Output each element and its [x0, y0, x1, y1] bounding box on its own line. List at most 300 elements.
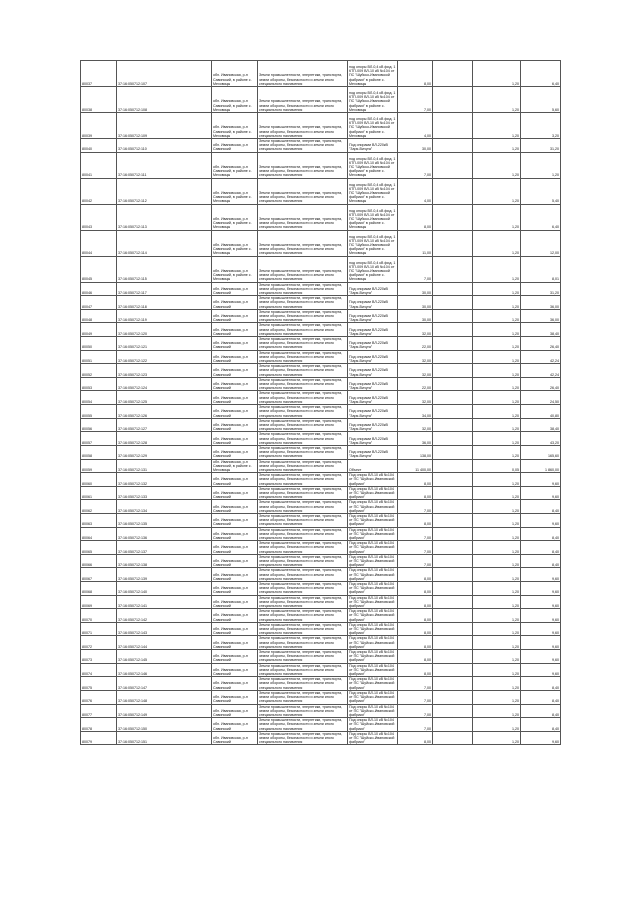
- cell-rate: 1,20: [473, 731, 521, 745]
- cell-address: обл. Ивановская, р-н Савинский: [212, 323, 258, 337]
- cell-total: 26,40: [521, 337, 561, 351]
- cell-row-id: 80067: [81, 568, 117, 582]
- cell-purpose: Под опорами ВЛ-220кВ "Заря-Вичуга": [348, 350, 398, 364]
- cell-area: 7,00: [398, 256, 433, 282]
- cell-spacer: [433, 445, 473, 459]
- cell-address: обл. Ивановская, р-н Савинский: [212, 513, 258, 527]
- cell-purpose: Под опоры ВЛ-10 кВ №104 от ПС "Шуйско-Ивановской фабрики": [348, 473, 398, 487]
- cell-address: обл. Ивановская, р-н Савинский, в районе с. Меховицы: [212, 113, 258, 139]
- cell-total: 8,40: [521, 704, 561, 718]
- cell-cadastral-number: 37:16:050712:145: [117, 650, 212, 664]
- cell-cadastral-number: 37:16:050712:132: [117, 473, 212, 487]
- cell-rate: 1,20: [473, 690, 521, 704]
- cell-cadastral-number: 37:16:050712:142: [117, 609, 212, 623]
- cell-total: 36,00: [521, 296, 561, 310]
- cell-total: 9,60: [521, 650, 561, 664]
- cell-purpose: Под опорами ВЛ-220кВ "Заря-Вичуга": [348, 364, 398, 378]
- table-row: [81, 690, 561, 704]
- cell-row-id: 80054: [81, 391, 117, 405]
- table-row: [81, 113, 561, 139]
- cell-total: 36,00: [521, 309, 561, 323]
- cell-cadastral-number: 37:16:050712:111: [117, 152, 212, 178]
- cell-spacer: [433, 323, 473, 337]
- cell-land-use: Земли промышленности, энергетики, транспорта, земли обороны, безопасности и земли иного специального назначения: [258, 486, 348, 500]
- cell-spacer: [433, 61, 473, 87]
- table-row: [81, 731, 561, 745]
- cell-address: обл. Ивановская, р-н Савинский: [212, 418, 258, 432]
- cell-land-use: Земли промышленности, энергетики, транспорта, земли обороны, безопасности и земли иного специального назначения: [258, 677, 348, 691]
- cell-purpose: под опоры ВЛ-0,4 кВ фид. 1 КТП-009 ВЛ-10 кВ №104 от ПС "Шуйско-Ивановской фабрики" в районе с. Меховицы: [348, 87, 398, 113]
- cell-total: 5,60: [521, 87, 561, 113]
- cell-rate: 1,20: [473, 486, 521, 500]
- cell-purpose: Под опорами ВЛ-220кВ "Заря-Вичуга": [348, 418, 398, 432]
- cell-purpose: Под опоры ВЛ-10 кВ №104 от ПС "Шуйско-Ивановской фабрики": [348, 541, 398, 555]
- cell-row-id: 80050: [81, 337, 117, 351]
- cell-cadastral-number: 37:16:050712:118: [117, 296, 212, 310]
- cell-rate: 1,20: [473, 139, 521, 153]
- cell-total: 9,60: [521, 609, 561, 623]
- cell-area: 7,00: [398, 718, 433, 732]
- cell-cadastral-number: 37:16:050712:138: [117, 554, 212, 568]
- cell-total: 24,50: [521, 391, 561, 405]
- cell-cadastral-number: 37:16:050712:134: [117, 500, 212, 514]
- cell-purpose: Объект: [348, 459, 398, 473]
- cell-rate: 1,20: [473, 113, 521, 139]
- table-row: [81, 636, 561, 650]
- cell-land-use: Земли промышленности, энергетики, транспорта, земли обороны, безопасности и земли иного специального назначения: [258, 690, 348, 704]
- cell-land-use: Земли промышленности, энергетики, транспорта, земли обороны, безопасности и земли иного специального назначения: [258, 256, 348, 282]
- cell-row-id: 80045: [81, 256, 117, 282]
- table-row: [81, 282, 561, 296]
- cell-purpose: Под опорами ВЛ-220кВ "Заря-Вичуга": [348, 282, 398, 296]
- cell-purpose: Под опорами ВЛ-220кВ "Заря-Вичуга": [348, 309, 398, 323]
- table-row: [81, 350, 561, 364]
- cell-total: 9,60: [521, 513, 561, 527]
- cell-purpose: Под опоры ВЛ-10 кВ №104 от ПС "Шуйско-Ивановской фабрики": [348, 622, 398, 636]
- cell-cadastral-number: 37:16:050712:115: [117, 256, 212, 282]
- cell-area: 22,00: [398, 377, 433, 391]
- cell-rate: 1,20: [473, 296, 521, 310]
- cell-address: обл. Ивановская, р-н Савинский: [212, 636, 258, 650]
- cell-row-id: 80076: [81, 690, 117, 704]
- cell-land-use: Земли промышленности, энергетики, транспорта, земли обороны, безопасности и земли иного специального назначения: [258, 377, 348, 391]
- cell-total: 9,60: [521, 663, 561, 677]
- cell-cadastral-number: 37:16:050712:141: [117, 595, 212, 609]
- cell-cadastral-number: 37:16:050712:144: [117, 636, 212, 650]
- cell-address: обл. Ивановская, р-н Савинский: [212, 541, 258, 555]
- cell-land-use: Земли промышленности, энергетики, транспорта, земли обороны, безопасности и земли иного специального назначения: [258, 87, 348, 113]
- cell-rate: 1,20: [473, 323, 521, 337]
- cell-rate: 1,20: [473, 636, 521, 650]
- cell-spacer: [433, 636, 473, 650]
- cell-total: 26,40: [521, 377, 561, 391]
- cell-row-id: 80061: [81, 486, 117, 500]
- cell-row-id: 80055: [81, 405, 117, 419]
- cell-cadastral-number: 37:16:050712:110: [117, 139, 212, 153]
- cell-row-id: 80048: [81, 309, 117, 323]
- table-row: [81, 650, 561, 664]
- cell-area: 11 400,00: [398, 459, 433, 473]
- cell-address: обл. Ивановская, р-н Савинский: [212, 527, 258, 541]
- cell-spacer: [433, 432, 473, 446]
- cell-area: 7,00: [398, 690, 433, 704]
- table-row: [81, 61, 561, 87]
- cell-purpose: Под опорами ВЛ-220кВ "Заря-Вичуга": [348, 296, 398, 310]
- cell-address: обл. Ивановская, р-н Савинский: [212, 622, 258, 636]
- cell-total: 9,60: [521, 731, 561, 745]
- cell-cadastral-number: 37:16:050712:113: [117, 204, 212, 230]
- cell-address: обл. Ивановская, р-н Савинский: [212, 377, 258, 391]
- cell-total: 3,20: [521, 113, 561, 139]
- cell-rate: 1,20: [473, 204, 521, 230]
- cell-area: 8,00: [398, 513, 433, 527]
- cell-total: 31,20: [521, 139, 561, 153]
- cell-cadastral-number: 37:16:050712:131: [117, 459, 212, 473]
- cell-land-use: Земли промышленности, энергетики, транспорта, земли обороны, безопасности и земли иного специального назначения: [258, 527, 348, 541]
- cell-address: обл. Ивановская, р-н Савинский: [212, 473, 258, 487]
- cell-spacer: [433, 690, 473, 704]
- cell-total: 8,40: [521, 718, 561, 732]
- cell-address: обл. Ивановская, р-н Савинский, в районе с. Меховицы: [212, 152, 258, 178]
- cell-purpose: Под опорами ВЛ-220кВ "Заря-Вичуга": [348, 139, 398, 153]
- cell-cadastral-number: 37:16:050712:150: [117, 718, 212, 732]
- cell-land-use: Земли промышленности, энергетики, транспорта, земли обороны, безопасности и земли иного специального назначения: [258, 178, 348, 204]
- cell-area: 8,00: [398, 486, 433, 500]
- cell-address: обл. Ивановская, р-н Савинский, в районе с. Меховицы: [212, 204, 258, 230]
- cell-spacer: [433, 178, 473, 204]
- table-row: [81, 582, 561, 596]
- cell-area: 32,00: [398, 323, 433, 337]
- cell-row-id: 80060: [81, 473, 117, 487]
- cell-purpose: под опоры ВЛ-0,4 кВ фид. 1 КТП-009 ВЛ-10 кВ №104 от ПС "Шуйско-Ивановской фабрики" в районе с. Меховицы: [348, 256, 398, 282]
- table-row: [81, 256, 561, 282]
- cell-land-use: Земли промышленности, энергетики, транспорта, земли обороны, безопасности и земли иного специального назначения: [258, 459, 348, 473]
- table-row: [81, 405, 561, 419]
- cell-land-use: Земли промышленности, энергетики, транспорта, земли обороны, безопасности и земли иного специального назначения: [258, 139, 348, 153]
- cell-total: 38,40: [521, 418, 561, 432]
- cell-total: 8,40: [521, 527, 561, 541]
- cell-address: обл. Ивановская, р-н Савинский: [212, 282, 258, 296]
- cell-area: 138,00: [398, 445, 433, 459]
- cell-address: обл. Ивановская, р-н Савинский: [212, 337, 258, 351]
- table-row: [81, 204, 561, 230]
- cell-purpose: Под опоры ВЛ-10 кВ №104 от ПС "Шуйско-Ивановской фабрики": [348, 636, 398, 650]
- cell-spacer: [433, 113, 473, 139]
- cell-land-use: Земли промышленности, энергетики, транспорта, земли обороны, безопасности и земли иного специального назначения: [258, 113, 348, 139]
- cell-total: 9,60: [521, 595, 561, 609]
- cell-spacer: [433, 256, 473, 282]
- cell-land-use: Земли промышленности, энергетики, транспорта, земли обороны, безопасности и земли иного специального назначения: [258, 663, 348, 677]
- cell-purpose: под опоры ВЛ-0,4 кВ фид. 1 КТП-009 ВЛ-10 кВ №104 от ПС "Шуйско-Ивановской фабрики" в районе с. Меховицы: [348, 152, 398, 178]
- cell-address: обл. Ивановская, р-н Савинский: [212, 582, 258, 596]
- cell-row-id: 80066: [81, 554, 117, 568]
- cell-spacer: [433, 139, 473, 153]
- cell-area: 4,00: [398, 113, 433, 139]
- cell-land-use: Земли промышленности, энергетики, транспорта, земли обороны, безопасности и земли иного специального назначения: [258, 704, 348, 718]
- cell-purpose: Под опорами ВЛ-220кВ "Заря-Вичуга": [348, 391, 398, 405]
- cell-row-id: 80046: [81, 282, 117, 296]
- cell-address: обл. Ивановская, р-н Савинский: [212, 731, 258, 745]
- cell-cadastral-number: 37:16:050712:128: [117, 432, 212, 446]
- cell-area: 7,00: [398, 87, 433, 113]
- cell-rate: 1,20: [473, 152, 521, 178]
- cell-area: 8,00: [398, 61, 433, 87]
- cadastral-table-page: [80, 60, 560, 846]
- cell-area: 30,00: [398, 139, 433, 153]
- cell-total: 31,20: [521, 282, 561, 296]
- cell-area: 7,00: [398, 704, 433, 718]
- cell-cadastral-number: 37:16:050712:148: [117, 690, 212, 704]
- cell-spacer: [433, 595, 473, 609]
- cell-land-use: Земли промышленности, энергетики, транспорта, земли обороны, безопасности и земли иного специального назначения: [258, 636, 348, 650]
- cell-address: обл. Ивановская, р-н Савинский, в районе с. Меховицы: [212, 178, 258, 204]
- cell-cadastral-number: 37:16:050712:108: [117, 87, 212, 113]
- cell-address: обл. Ивановская, р-н Савинский: [212, 139, 258, 153]
- cell-total: 38,40: [521, 323, 561, 337]
- table-row: [81, 663, 561, 677]
- cell-rate: 1,20: [473, 568, 521, 582]
- cell-spacer: [433, 391, 473, 405]
- cell-total: 6,40: [521, 61, 561, 87]
- cell-land-use: Земли промышленности, энергетики, транспорта, земли обороны, безопасности и земли иного специального назначения: [258, 445, 348, 459]
- cell-area: 34,00: [398, 405, 433, 419]
- cell-address: обл. Ивановская, р-н Савинский: [212, 391, 258, 405]
- cell-purpose: Под опоры ВЛ-10 кВ №104 от ПС "Шуйско-Ивановской фабрики": [348, 690, 398, 704]
- cell-address: обл. Ивановская, р-н Савинский: [212, 609, 258, 623]
- cell-purpose: под опоры ВЛ-0,4 кВ фид. 1 КТП-009 ВЛ-10 кВ №104 от ПС "Шуйско-Ивановской фабрики" в районе с. Меховицы: [348, 61, 398, 87]
- cell-row-id: 80068: [81, 582, 117, 596]
- cell-total: 1,20: [521, 152, 561, 178]
- cell-area: 7,00: [398, 554, 433, 568]
- cell-cadastral-number: 37:16:050712:120: [117, 323, 212, 337]
- cell-spacer: [433, 418, 473, 432]
- cell-area: 8,00: [398, 663, 433, 677]
- cell-rate: 1,20: [473, 87, 521, 113]
- cell-rate: 1,20: [473, 256, 521, 282]
- cell-spacer: [433, 500, 473, 514]
- cell-cadastral-number: 37:16:050712:127: [117, 418, 212, 432]
- cell-address: обл. Ивановская, р-н Савинский: [212, 500, 258, 514]
- cell-total: 12,00: [521, 230, 561, 256]
- cell-row-id: 80073: [81, 650, 117, 664]
- cell-spacer: [433, 405, 473, 419]
- cell-purpose: под опоры ВЛ-0,4 кВ фид. 1 КТП-009 ВЛ-10 кВ №104 от ПС "Шуйско-Ивановской фабрики" в районе с. Меховицы: [348, 113, 398, 139]
- cell-spacer: [433, 622, 473, 636]
- cell-rate: 1,20: [473, 663, 521, 677]
- cell-row-id: 80070: [81, 609, 117, 623]
- cell-rate: 1,20: [473, 718, 521, 732]
- cell-purpose: Под опорами ВЛ-220кВ "Заря-Вичуга": [348, 405, 398, 419]
- cell-cadastral-number: 37:16:050712:122: [117, 350, 212, 364]
- cell-rate: 1,20: [473, 432, 521, 446]
- cell-area: 7,00: [398, 527, 433, 541]
- cell-area: 32,00: [398, 418, 433, 432]
- cell-cadastral-number: 37:16:050712:114: [117, 230, 212, 256]
- cell-purpose: под опоры ВЛ-0,4 кВ фид. 1 КТП-009 ВЛ-10 кВ №104 от ПС "Шуйско-Ивановской фабрики" в районе с. Меховицы: [348, 204, 398, 230]
- cell-land-use: Земли промышленности, энергетики, транспорта, земли обороны, безопасности и земли иного специального назначения: [258, 731, 348, 745]
- cell-land-use: Земли промышленности, энергетики, транспорта, земли обороны, безопасности и земли иного специального назначения: [258, 582, 348, 596]
- cell-address: обл. Ивановская, р-н Савинский: [212, 704, 258, 718]
- cell-land-use: Земли промышленности, энергетики, транспорта, земли обороны, безопасности и земли иного специального назначения: [258, 622, 348, 636]
- cell-spacer: [433, 527, 473, 541]
- cell-purpose: Под опоры ВЛ-10 кВ №104 от ПС "Шуйско-Ивановской фабрики": [348, 513, 398, 527]
- table-row: [81, 500, 561, 514]
- cell-area: 36,00: [398, 432, 433, 446]
- table-row: [81, 595, 561, 609]
- table-row: [81, 513, 561, 527]
- cell-land-use: Земли промышленности, энергетики, транспорта, земли обороны, безопасности и земли иного специального назначения: [258, 337, 348, 351]
- cell-area: 8,00: [398, 568, 433, 582]
- cell-spacer: [433, 609, 473, 623]
- cell-row-id: 80052: [81, 364, 117, 378]
- table-row: [81, 391, 561, 405]
- cell-purpose: Под опоры ВЛ-10 кВ №104 от ПС "Шуйско-Ивановской фабрики": [348, 527, 398, 541]
- table-row: [81, 486, 561, 500]
- cell-total: 8,40: [521, 677, 561, 691]
- cell-total: 1 860,00: [521, 459, 561, 473]
- cell-row-id: 80071: [81, 622, 117, 636]
- cell-address: обл. Ивановская, р-н Савинский: [212, 554, 258, 568]
- cell-land-use: Земли промышленности, энергетики, транспорта, земли обороны, безопасности и земли иного специального назначения: [258, 364, 348, 378]
- cell-purpose: Под опорами ВЛ-220кВ "Заря-Вичуга": [348, 432, 398, 446]
- cell-address: обл. Ивановская, р-н Савинский: [212, 432, 258, 446]
- cell-land-use: Земли промышленности, энергетики, транспорта, земли обороны, безопасности и земли иного специального назначения: [258, 204, 348, 230]
- cell-land-use: Земли промышленности, энергетики, транспорта, земли обороны, безопасности и земли иного специального назначения: [258, 513, 348, 527]
- cell-land-use: Земли промышленности, энергетики, транспорта, земли обороны, безопасности и земли иного специального назначения: [258, 609, 348, 623]
- cell-rate: 1,20: [473, 309, 521, 323]
- cell-spacer: [433, 663, 473, 677]
- cell-cadastral-number: 37:16:050712:133: [117, 486, 212, 500]
- cell-row-id: 80053: [81, 377, 117, 391]
- cell-rate: 1,20: [473, 473, 521, 487]
- cell-rate: 1,20: [473, 500, 521, 514]
- cell-row-id: 80079: [81, 731, 117, 745]
- cell-spacer: [433, 486, 473, 500]
- cell-rate: 1,20: [473, 513, 521, 527]
- table-row: [81, 87, 561, 113]
- cell-spacer: [433, 582, 473, 596]
- table-row: [81, 139, 561, 153]
- cell-address: обл. Ивановская, р-н Савинский: [212, 568, 258, 582]
- cell-row-id: 80065: [81, 541, 117, 555]
- cell-rate: 1,20: [473, 337, 521, 351]
- cell-row-id: 80057: [81, 432, 117, 446]
- cell-cadastral-number: 37:16:050712:149: [117, 704, 212, 718]
- cell-address: обл. Ивановская, р-н Савинский: [212, 595, 258, 609]
- cell-cadastral-number: 37:16:050712:119: [117, 309, 212, 323]
- cell-total: 9,60: [521, 582, 561, 596]
- cell-purpose: Под опоры ВЛ-10 кВ №104 от ПС "Шуйско-Ивановской фабрики": [348, 677, 398, 691]
- cell-cadastral-number: 37:16:050712:109: [117, 113, 212, 139]
- cell-area: 8,00: [398, 622, 433, 636]
- cell-rate: 1,20: [473, 445, 521, 459]
- cell-cadastral-number: 37:16:050712:151: [117, 731, 212, 745]
- cell-spacer: [433, 718, 473, 732]
- cell-area: 30,00: [398, 282, 433, 296]
- cell-cadastral-number: 37:16:050712:140: [117, 582, 212, 596]
- cell-row-id: 80042: [81, 178, 117, 204]
- cell-cadastral-number: 37:16:050712:107: [117, 61, 212, 87]
- cell-row-id: 80069: [81, 595, 117, 609]
- cell-cadastral-number: 37:16:050712:135: [117, 513, 212, 527]
- cell-row-id: 80063: [81, 513, 117, 527]
- cell-area: 7,00: [398, 500, 433, 514]
- cell-cadastral-number: 37:16:050712:143: [117, 622, 212, 636]
- cell-row-id: 80078: [81, 718, 117, 732]
- cell-area: 8,00: [398, 582, 433, 596]
- cell-area: 30,00: [398, 296, 433, 310]
- cell-address: обл. Ивановская, р-н Савинский: [212, 690, 258, 704]
- cell-address: обл. Ивановская, р-н Савинский: [212, 296, 258, 310]
- cell-land-use: Земли промышленности, энергетики, транспорта, земли обороны, безопасности и земли иного специального назначения: [258, 541, 348, 555]
- cell-total: 8,40: [521, 690, 561, 704]
- cell-cadastral-number: 37:16:050712:112: [117, 178, 212, 204]
- table-row: [81, 554, 561, 568]
- table-row: [81, 473, 561, 487]
- cell-address: обл. Ивановская, р-н Савинский: [212, 350, 258, 364]
- cell-address: обл. Ивановская, р-н Савинский: [212, 718, 258, 732]
- cell-land-use: Земли промышленности, энергетики, транспорта, земли обороны, безопасности и земли иного специального назначения: [258, 432, 348, 446]
- cell-address: обл. Ивановская, р-н Савинский: [212, 663, 258, 677]
- cell-address: обл. Ивановская, р-н Савинский: [212, 677, 258, 691]
- cell-land-use: Земли промышленности, энергетики, транспорта, земли обороны, безопасности и земли иного специального назначения: [258, 554, 348, 568]
- cell-rate: 1,20: [473, 609, 521, 623]
- cell-cadastral-number: 37:16:050712:139: [117, 568, 212, 582]
- cell-total: 8,40: [521, 541, 561, 555]
- cell-row-id: 80072: [81, 636, 117, 650]
- cell-purpose: Под опорами ВЛ-220кВ "Заря-Вичуга": [348, 445, 398, 459]
- cell-purpose: Под опоры ВЛ-10 кВ №104 от ПС "Шуйско-Ивановской фабрики": [348, 663, 398, 677]
- cell-spacer: [433, 152, 473, 178]
- cell-purpose: Под опоры ВЛ-10 кВ №104 от ПС "Шуйско-Ивановской фабрики": [348, 718, 398, 732]
- table-row: [81, 152, 561, 178]
- cell-rate: 1,20: [473, 178, 521, 204]
- cell-cadastral-number: 37:16:050712:125: [117, 391, 212, 405]
- cell-total: 9,60: [521, 473, 561, 487]
- cell-address: обл. Ивановская, р-н Савинский: [212, 486, 258, 500]
- cell-land-use: Земли промышленности, энергетики, транспорта, земли обороны, безопасности и земли иного специального назначения: [258, 323, 348, 337]
- cell-land-use: Земли промышленности, энергетики, транспорта, земли обороны, безопасности и земли иного специального назначения: [258, 61, 348, 87]
- cell-purpose: под опоры ВЛ-0,4 кВ фид. 1 КТП-009 ВЛ-10 кВ №104 от ПС "Шуйско-Ивановской фабрики" в районе с. Меховицы: [348, 178, 398, 204]
- cell-rate: 1,20: [473, 541, 521, 555]
- cell-total: 9,60: [521, 486, 561, 500]
- table-row: [81, 309, 561, 323]
- cell-row-id: 80074: [81, 663, 117, 677]
- cell-rate: 0,05: [473, 459, 521, 473]
- cell-spacer: [433, 473, 473, 487]
- cell-address: обл. Ивановская, р-н Савинский, в районе с. Меховицы: [212, 256, 258, 282]
- cell-area: 8,00: [398, 473, 433, 487]
- cell-row-id: 80039: [81, 113, 117, 139]
- cell-rate: 1,20: [473, 418, 521, 432]
- cell-rate: 1,20: [473, 350, 521, 364]
- cell-spacer: [433, 296, 473, 310]
- cell-spacer: [433, 230, 473, 256]
- cell-land-use: Земли промышленности, энергетики, транспорта, земли обороны, безопасности и земли иного специального назначения: [258, 350, 348, 364]
- table-row: [81, 432, 561, 446]
- cell-rate: 1,20: [473, 405, 521, 419]
- cell-land-use: Земли промышленности, энергетики, транспорта, земли обороны, безопасности и земли иного специального назначения: [258, 595, 348, 609]
- cell-spacer: [433, 337, 473, 351]
- cell-row-id: 80075: [81, 677, 117, 691]
- table-row: [81, 568, 561, 582]
- cell-total: 8,01: [521, 256, 561, 282]
- table-row: [81, 527, 561, 541]
- cell-cadastral-number: 37:16:050712:117: [117, 282, 212, 296]
- cell-land-use: Земли промышленности, энергетики, транспорта, земли обороны, безопасности и земли иного специального назначения: [258, 405, 348, 419]
- cell-rate: 1,20: [473, 230, 521, 256]
- cell-address: обл. Ивановская, р-н Савинский: [212, 650, 258, 664]
